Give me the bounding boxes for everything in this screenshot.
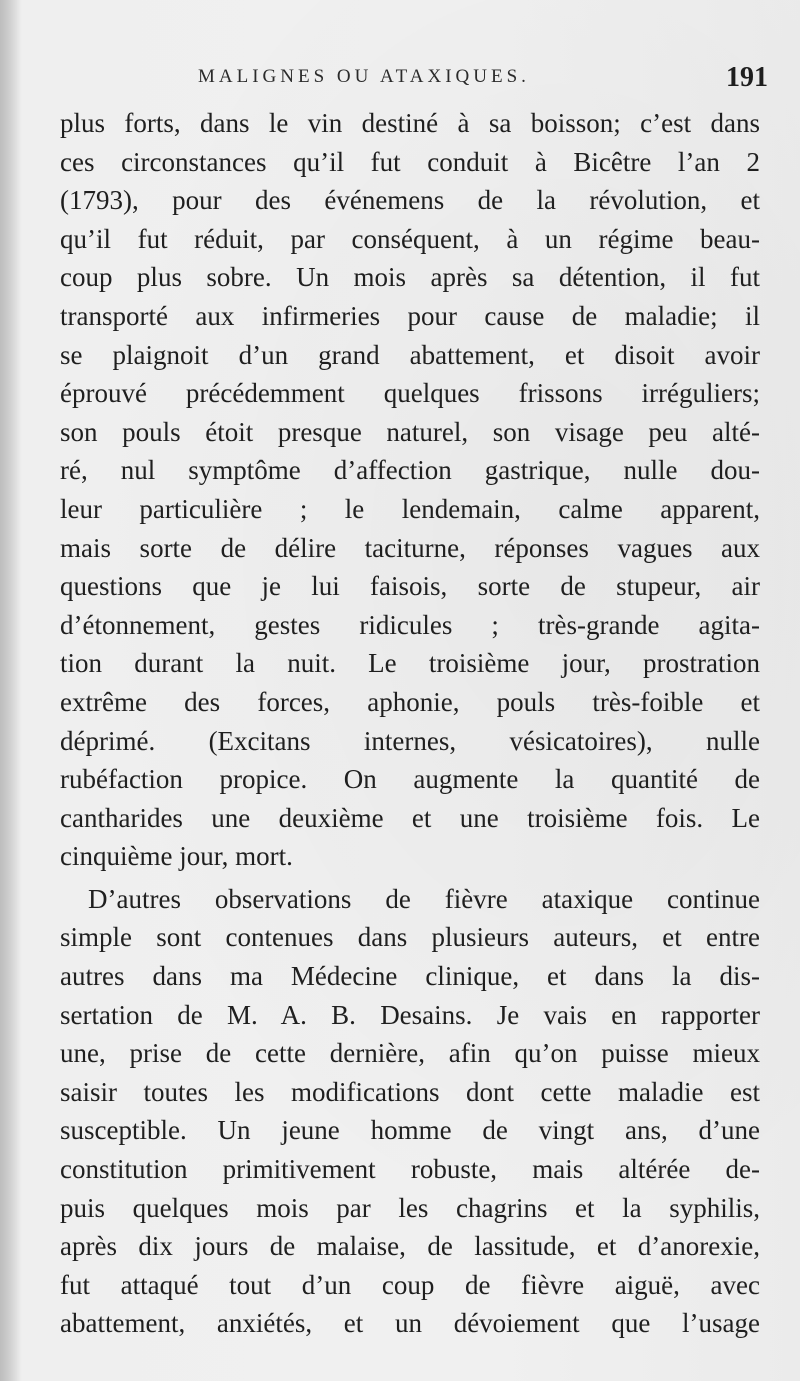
text-line: (1793), pour des événemens de la révolution, et xyxy=(60,185,760,216)
text-line: ces circonstances qu’il fut conduit à Bicêtre l’an 2 xyxy=(60,146,760,177)
text-line: rubéfaction propice. On augmente la quantité de xyxy=(60,764,760,795)
text-line: cantharides une deuxième et une troisième fois. Le xyxy=(60,802,760,833)
text-line: mais sorte de délire taciturne, réponses vagues aux xyxy=(60,532,760,563)
text-line: simple sont contenues dans plusieurs auteurs, et entre xyxy=(60,922,760,953)
text-line: susceptible. Un jeune homme de vingt ans, d’une xyxy=(60,1115,760,1146)
page-number: 191 xyxy=(726,62,768,93)
text-line: puis quelques mois par les chagrins et la syphilis, xyxy=(60,1192,760,1223)
text-line: plus forts, dans le vin destiné à sa boisson; c’est dans xyxy=(60,108,760,138)
text-line: fut attaqué tout d’un coup de fièvre aiguë, avec xyxy=(60,1269,760,1300)
text-line: d’étonnement, gestes ridicules ; très-grande agita- xyxy=(60,609,760,640)
text-line: tion durant la nuit. Le troisième jour, prostration xyxy=(60,648,760,679)
text-line: déprimé. (Excitans internes, vésicatoires), nulle xyxy=(60,725,760,756)
text-line: sertation de M. A. B. Desains. Je vais en rapporter xyxy=(60,999,760,1030)
text-line: constitution primitivement robuste, mais altérée de- xyxy=(60,1154,760,1185)
body-text xyxy=(60,104,760,1343)
text-line: questions que je lui faisois, sorte de stupeur, air xyxy=(60,571,760,602)
text-line: abattement, anxiétés, et un dévoiement que l’usage xyxy=(60,1308,760,1339)
text-line: qu’il fut réduit, par conséquent, à un régime beau- xyxy=(60,223,760,254)
text-line: leur particulière ; le lendemain, calme apparent, xyxy=(60,493,760,524)
text-line: après dix jours de malaise, de lassitude, et d’anorexie, xyxy=(60,1231,760,1262)
text-line: son pouls étoit presque naturel, son visage peu alté- xyxy=(60,416,760,447)
paragraph-2 xyxy=(60,880,760,1343)
text-line: coup plus sobre. Un mois après sa détention, il fut xyxy=(60,262,760,293)
text-line: D’autres observations de fièvre ataxique continue xyxy=(88,883,760,914)
paragraph-1 xyxy=(60,104,760,876)
page-gutter-shadow xyxy=(0,0,22,1381)
text-line: éprouvé précédemment quelques frissons irréguliers; xyxy=(60,378,760,409)
page-header xyxy=(60,62,772,98)
text-line: cinquième jour, mort. xyxy=(60,841,293,872)
text-line: autres dans ma Médecine clinique, et dans la dis- xyxy=(60,961,760,992)
text-line: transporté aux infirmeries pour cause de maladie; il xyxy=(60,300,760,331)
text-line: une, prise de cette dernière, afin qu’on puisse mieux xyxy=(60,1038,760,1069)
text-line: se plaignoit d’un grand abattement, et disoit avoir xyxy=(60,339,760,370)
running-title: MALIGNES OU ATAXIQUES. xyxy=(198,66,530,87)
text-line: ré, nul symptôme d’affection gastrique, nulle dou- xyxy=(60,455,760,486)
text-line: extrême des forces, aphonie, pouls très-foible et xyxy=(60,686,760,717)
text-line: saisir toutes les modifications dont cette maladie est xyxy=(60,1076,760,1107)
